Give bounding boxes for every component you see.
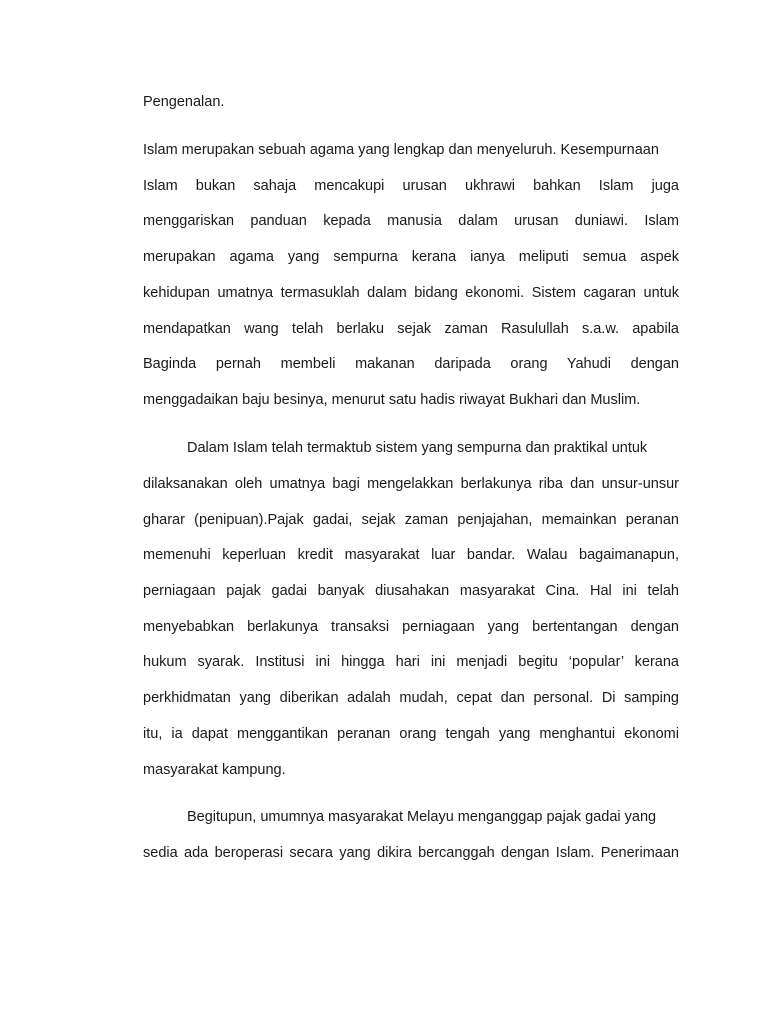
- text-line: menggariskan panduan kepada manusia dalam urusan duniawi. Islam: [143, 213, 679, 229]
- text-line: memenuhi keperluan kredit masyarakat luar bandar. Walau bagaimanapun,: [143, 547, 679, 563]
- text-line: Dalam Islam telah termaktub sistem yang sempurna dan praktikal untuk: [187, 440, 648, 456]
- text-line: perkhidmatan yang diberikan adalah mudah, cepat dan personal. Di samping: [143, 690, 679, 706]
- text-line: menyebabkan berlakunya transaksi perniagaan yang bertentangan dengan: [143, 619, 679, 635]
- text-line: menggadaikan baju besinya, menurut satu hadis riwayat Bukhari dan Muslim.: [143, 392, 641, 408]
- text-line: masyarakat kampung.: [143, 762, 286, 778]
- text-line: Baginda pernah membeli makanan daripada orang Yahudi dengan: [143, 356, 679, 372]
- text-line: gharar (penipuan).Pajak gadai, sejak zaman penjajahan, memainkan peranan: [143, 512, 679, 528]
- text-line: kehidupan umatnya termasuklah dalam bidang ekonomi. Sistem cagaran untuk: [143, 285, 679, 301]
- section-heading: Pengenalan.: [143, 94, 225, 110]
- text-line: sedia ada beroperasi secara yang dikira bercanggah dengan Islam. Penerimaan: [143, 845, 679, 861]
- text-line: merupakan agama yang sempurna kerana ianya meliputi semua aspek: [143, 249, 679, 265]
- text-line: perniagaan pajak gadai banyak diusahakan masyarakat Cina. Hal ini telah: [143, 583, 679, 599]
- text-line: Begitupun, umumnya masyarakat Melayu menganggap pajak gadai yang: [187, 809, 657, 825]
- text-line: Islam merupakan sebuah agama yang lengkap dan menyeluruh. Kesempurnaan: [143, 142, 659, 158]
- text-line: mendapatkan wang telah berlaku sejak zaman Rasulullah s.a.w. apabila: [143, 321, 679, 337]
- text-line: itu, ia dapat menggantikan peranan orang tengah yang menghantui ekonomi: [143, 726, 679, 742]
- text-line: hukum syarak. Institusi ini hingga hari ini menjadi begitu ‘popular’ kerana: [143, 654, 679, 670]
- text-line: Islam bukan sahaja mencakupi urusan ukhrawi bahkan Islam juga: [143, 178, 679, 194]
- text-line: dilaksanakan oleh umatnya bagi mengelakkan berlakunya riba dan unsur-unsur: [143, 476, 679, 492]
